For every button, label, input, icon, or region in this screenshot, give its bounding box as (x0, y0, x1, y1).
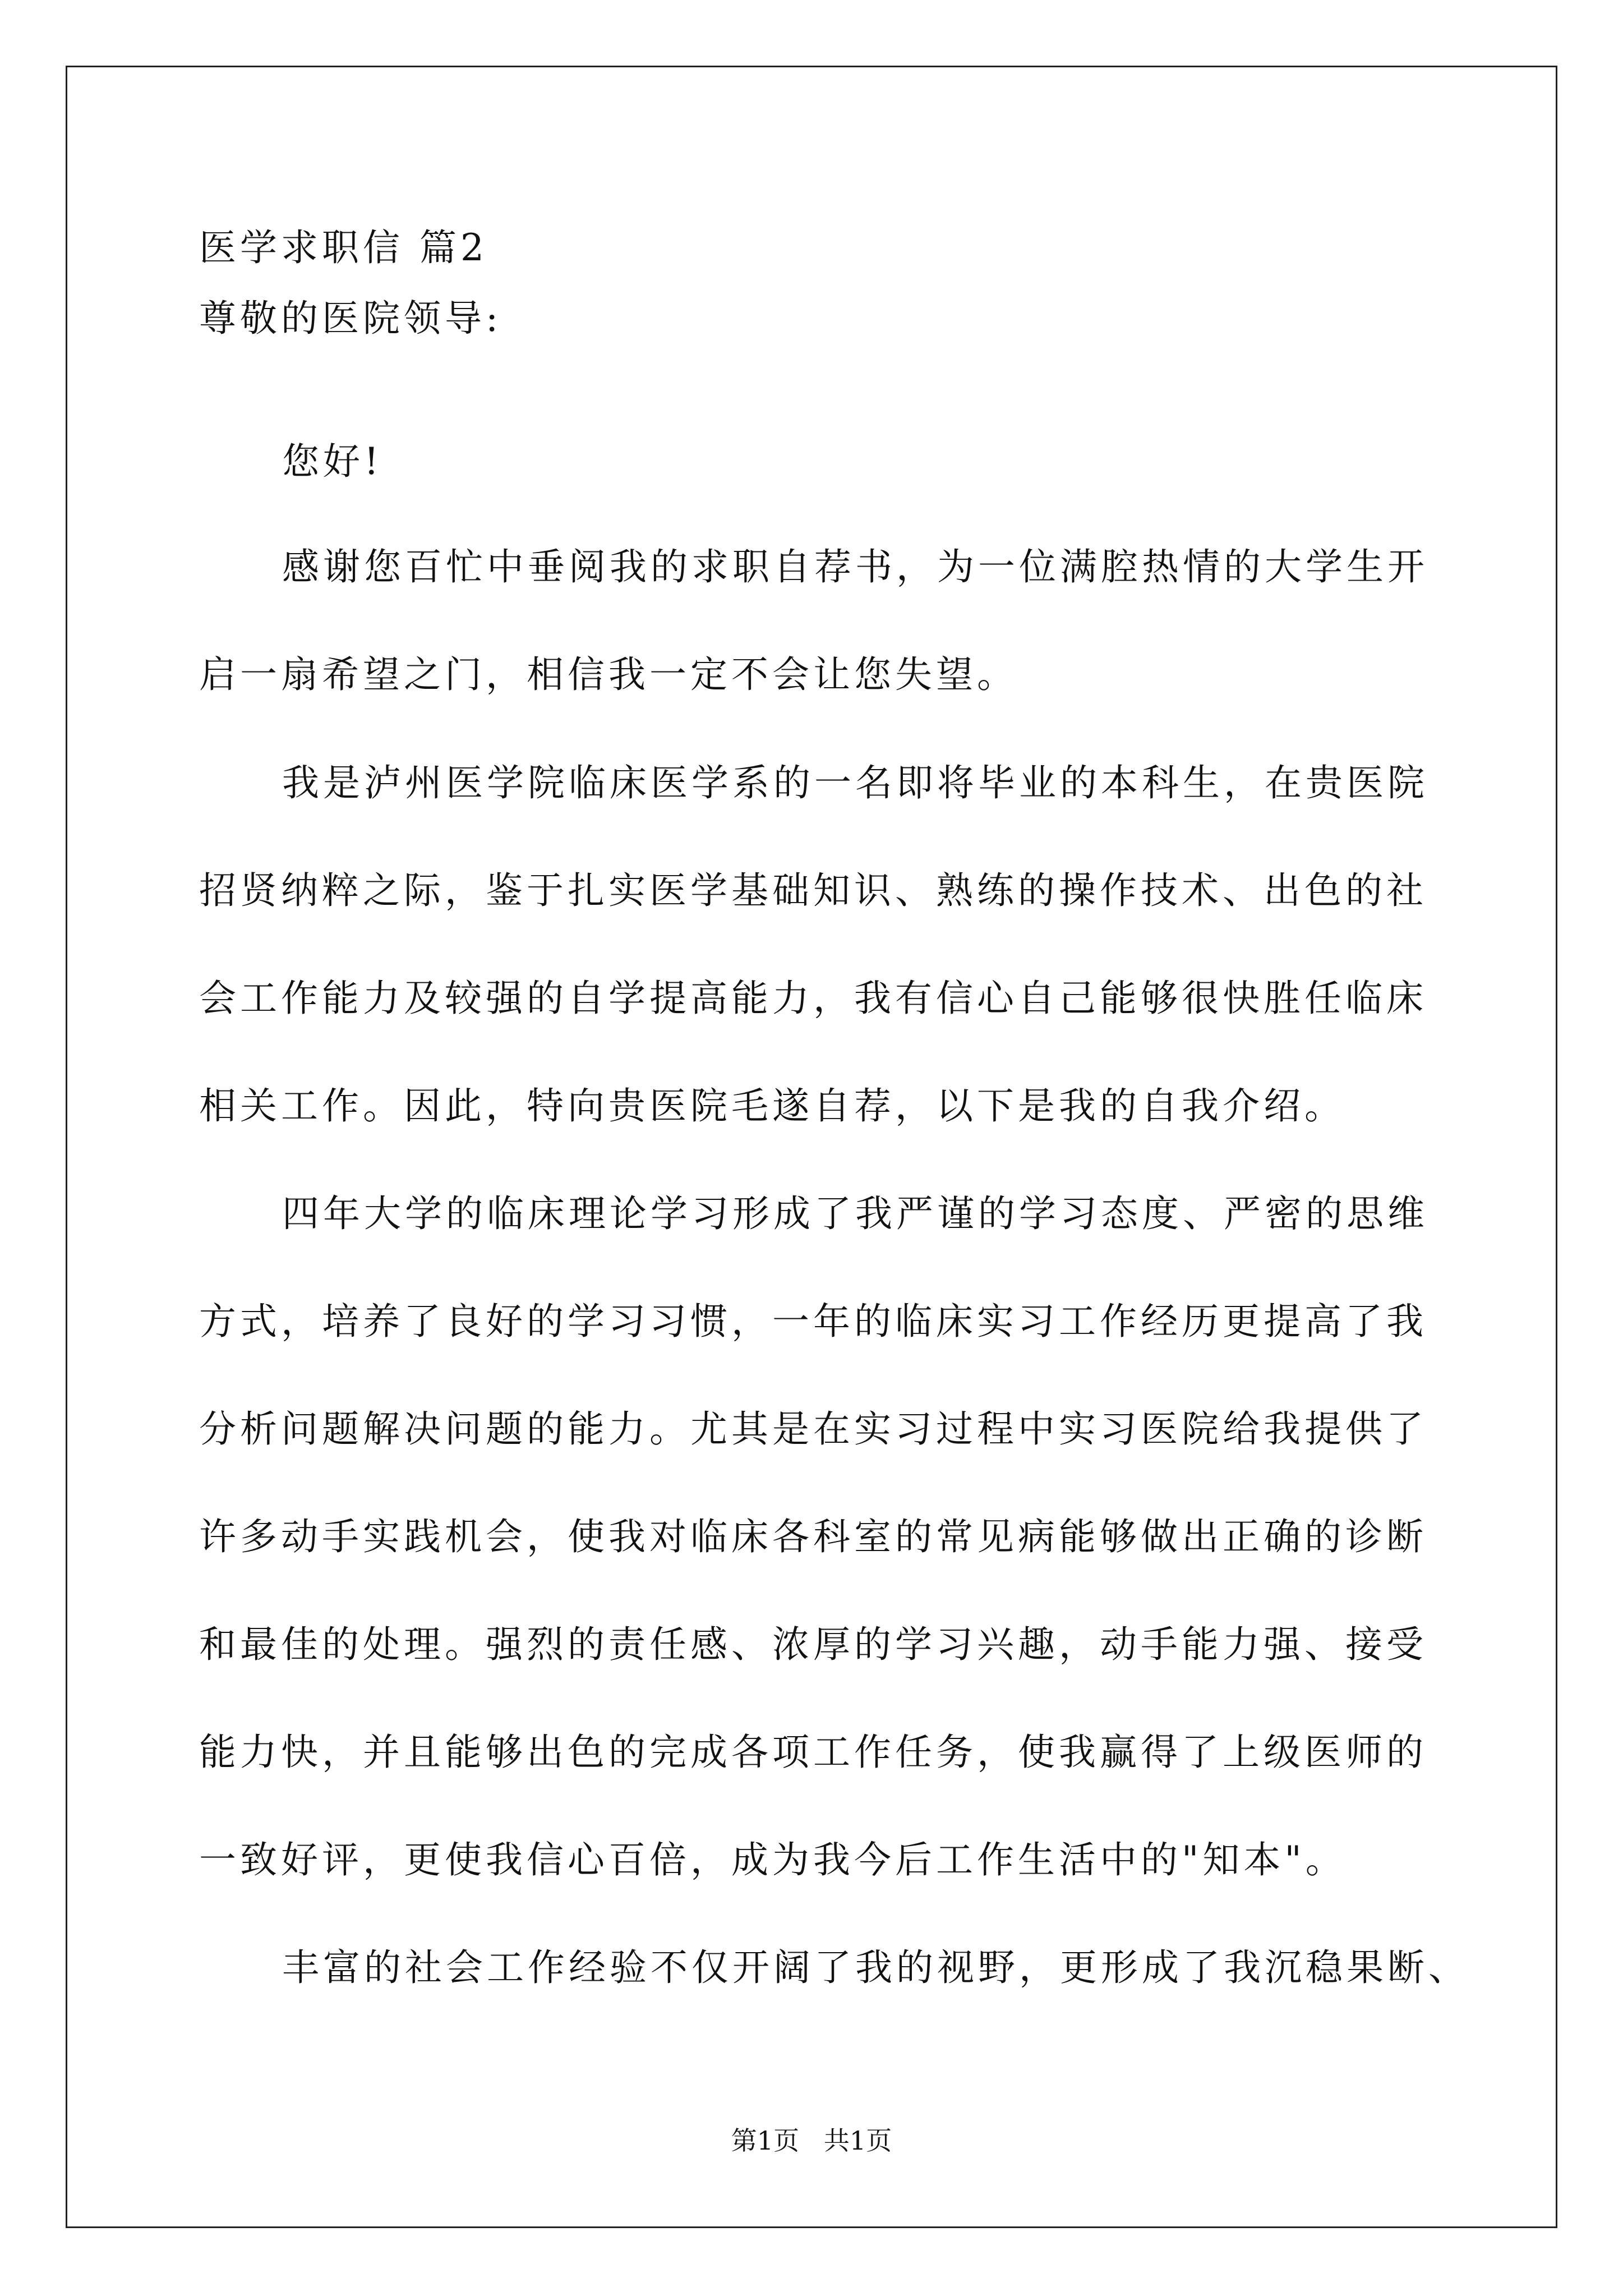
greeting: 您好! (282, 440, 383, 483)
paragraph-line: 我是泸州医学院临床医学系的一名即将毕业的本科生，在贵医院 (282, 761, 1428, 804)
paragraph-line: 会工作能力及较强的自学提高能力，我有信心自己能够很快胜任临床 (199, 977, 1427, 1020)
paragraph-line: 一致好评，更使我信心百倍，成为我今后工作生活中的"知本"。 (199, 1838, 1347, 1881)
document-title: 医学求职信 篇2 (199, 226, 488, 269)
paragraph-line: 相关工作。因此，特向贵医院毛遂自荐，以下是我的自我介绍。 (199, 1084, 1345, 1128)
paragraph-line: 方式，培养了良好的学习习惯，一年的临床实习工作经历更提高了我 (199, 1300, 1427, 1343)
paragraph-line: 感谢您百忙中垂阅我的求职自荐书，为一位满腔热情的大学生开 (282, 545, 1428, 588)
paragraph-line: 丰富的社会工作经验不仅开阔了我的视野，更形成了我沉稳果断、 (282, 1946, 1469, 1989)
paragraph-line: 招贤纳粹之际，鉴于扎实医学基础知识、熟练的操作技术、出色的社 (199, 869, 1427, 912)
paragraph-line: 和最佳的处理。强烈的责任感、浓厚的学习兴趣，动手能力强、接受 (199, 1623, 1427, 1666)
page-footer: 第1页 共1页 (731, 2125, 892, 2156)
page-border (66, 66, 1557, 2228)
paragraph-line: 许多动手实践机会，使我对临床各科室的常见病能够做出正确的诊断 (199, 1515, 1427, 1558)
salutation: 尊敬的医院领导: (199, 297, 502, 340)
paragraph-line: 能力快，并且能够出色的完成各项工作任务，使我赢得了上级医师的 (199, 1731, 1427, 1774)
paragraph-line: 四年大学的临床理论学习形成了我严谨的学习态度、严密的思维 (282, 1192, 1428, 1235)
paragraph-line: 启一扇希望之门，相信我一定不会让您失望。 (199, 653, 1018, 696)
paragraph-line: 分析问题解决问题的能力。尤其是在实习过程中实习医院给我提供了 (199, 1407, 1427, 1451)
